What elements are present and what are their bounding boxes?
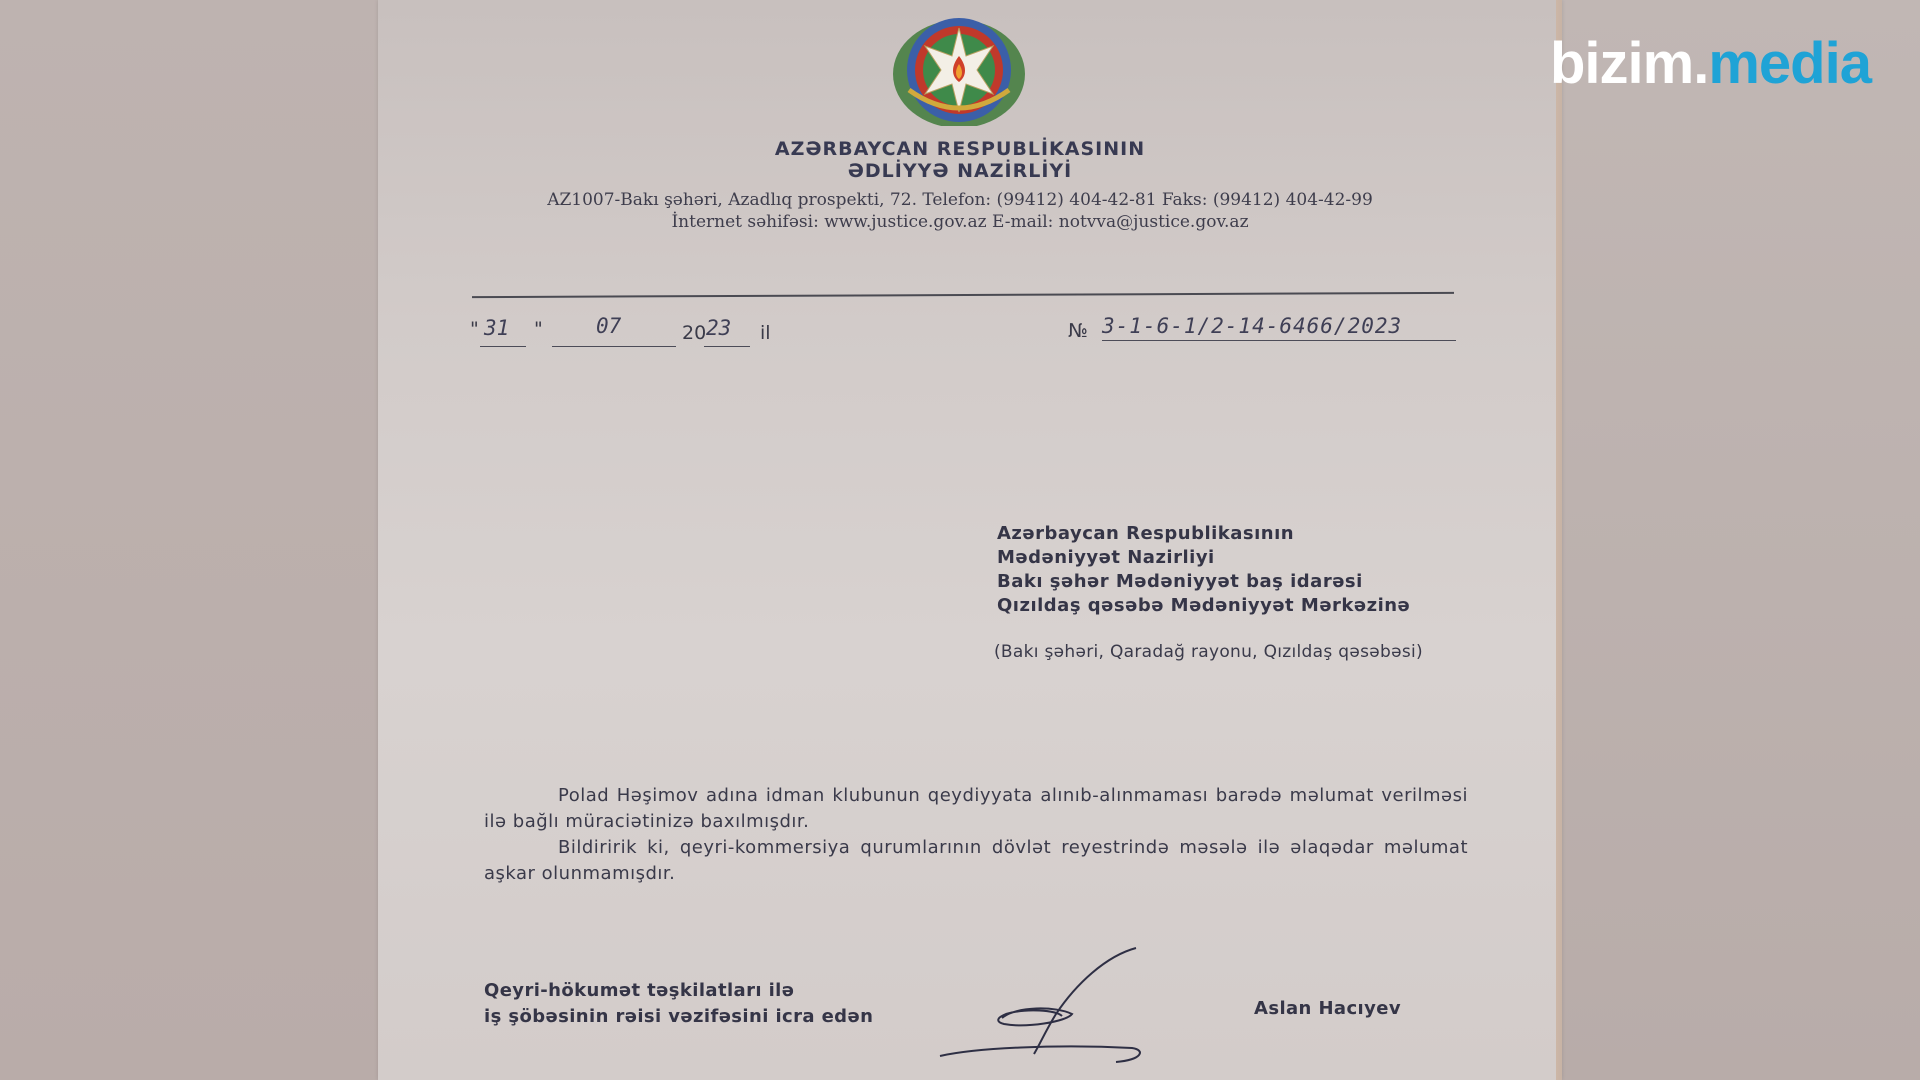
ministry-title-line2: ƏDLİYYƏ NAZİRLİYİ	[847, 160, 1073, 182]
date-suffix: il	[760, 322, 771, 344]
reference-label: №	[1068, 320, 1088, 342]
recipient-block	[997, 522, 1517, 618]
body-paragraph: Bildiririk ki, qeyri-kommersiya qurumlarının dövlət reyestrində məsələ ilə əlaqədar məlumat aşkar olunmamışdır.	[484, 837, 1468, 884]
recipient-line: Azərbaycan Respublikasının	[997, 523, 1295, 544]
ministry-address: AZ1007-Bakı şəhəri, Azadlıq prospekti, 72. Telefon: (99412) 404-42-81 Faks: (99412) 404-42-99	[547, 190, 1373, 210]
ministry-web-contacts: İnternet səhifəsi: www.justice.gov.az E-mail: notvva@justice.gov.az	[671, 212, 1249, 232]
date-month: 07	[596, 314, 622, 338]
date-year-suffix: 23	[706, 316, 732, 340]
signatory-role	[484, 978, 944, 1030]
reference-value: 3-1-6-1/2-14-6466/2023	[1102, 314, 1403, 338]
recipient-line: Mədəniyyət Nazirliyi	[997, 547, 1215, 568]
recipient-line: Qızıldaş qəsəbə Mədəniyyət Mərkəzinə	[997, 595, 1411, 616]
bizim-media-watermark	[1550, 24, 1900, 104]
date-year-prefix: 20	[682, 322, 707, 344]
handwritten-signature	[936, 944, 1156, 1066]
signatory-role-line: iş şöbəsinin rəisi vəzifəsini icra edən	[484, 1006, 874, 1027]
signatory-role-line: Qeyri-hökumət təşkilatları ilə	[484, 980, 795, 1001]
azerbaijan-emblem-icon	[889, 14, 1029, 126]
background-left	[0, 0, 378, 1080]
signatory-name: Aslan Hacıyev	[1254, 998, 1401, 1019]
background-right	[1562, 0, 1920, 1080]
recipient-line: Bakı şəhər Mədəniyyət baş idarəsi	[997, 571, 1363, 592]
ministry-title-line1: AZƏRBAYCAN RESPUBLİKASININ	[774, 138, 1146, 160]
watermark-part1: bizim.	[1550, 31, 1709, 96]
watermark-part2: media	[1708, 31, 1871, 96]
letter-body	[484, 783, 1468, 887]
body-paragraph: Polad Həşimov adına idman klubunun qeydiyyata alınıb-alınmaması barədə məlumat verilməsi ilə bağlı müraciətinizə baxılmışdır.	[484, 785, 1468, 832]
date-day: 31	[484, 316, 510, 340]
page-edge	[1556, 0, 1562, 1080]
recipient-address: (Bakı şəhəri, Qaradağ rayonu, Qızıldaş qəsəbəsi)	[994, 642, 1423, 662]
